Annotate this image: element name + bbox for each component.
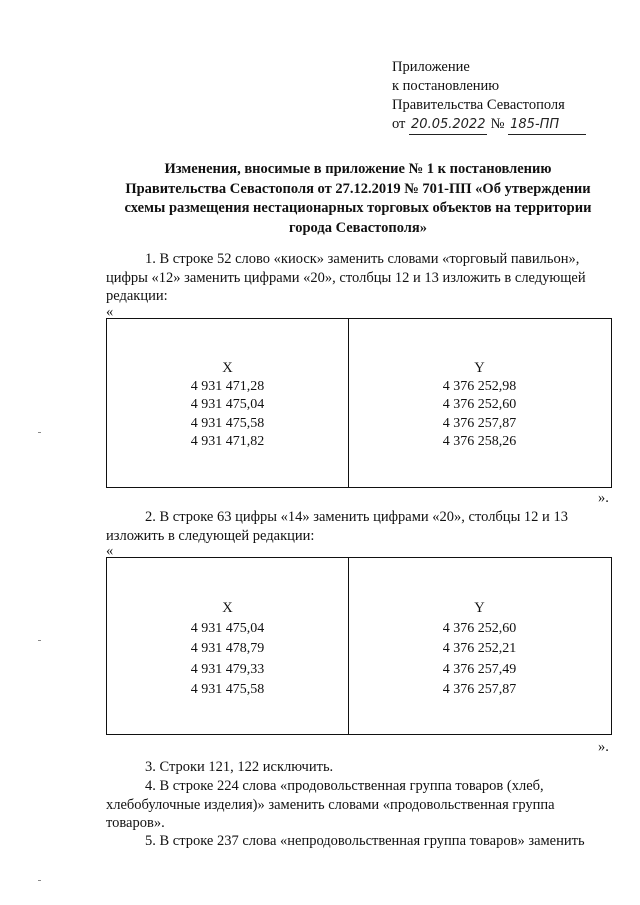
document-title — [98, 160, 618, 238]
coordinates-table-1 — [106, 318, 612, 488]
item-2-line-1: 2. В строке 63 цифры «14» заменить цифрами «20», столбцы 12 и 13 — [145, 509, 568, 525]
table-1-x-value: 4 931 475,04 — [190, 397, 265, 412]
item-1-line-3: редакции: — [106, 288, 168, 304]
title-line-2: Правительства Севастополя от 27.12.2019 № 701-ПП «Об утверждении — [125, 180, 591, 197]
table-2-open-quote: « — [106, 543, 114, 559]
table-1-x-column — [107, 319, 349, 487]
appendix-line-1: Приложение — [392, 59, 470, 75]
table-2-x-column — [107, 558, 349, 734]
appendix-line-2: к постановлению — [392, 78, 500, 94]
table-2-y-value: 4 376 252,21 — [442, 641, 517, 656]
scan-mark — [38, 640, 41, 641]
title-line-1: Изменения, вносимые в приложение № 1 к постановлению — [164, 161, 552, 177]
item-5-line-1: 5. В строке 237 слова «непродовольственная группа товаров» заменить — [145, 833, 585, 849]
item-1-line-2: цифры «12» заменить цифрами «20», столбцы 12 и 13 изложить в следующей — [106, 269, 586, 286]
table-2-x-value: 4 931 475,04 — [190, 620, 265, 636]
table-2-close-quote: ». — [598, 739, 609, 755]
table-1-y-value: 4 376 252,98 — [442, 378, 517, 394]
table-1-x-value: 4 931 475,58 — [190, 415, 265, 431]
table-1-x-value: 4 931 471,28 — [190, 378, 265, 394]
table-1-x-value: 4 931 471,82 — [190, 434, 265, 449]
table-2-x-value: 4 931 478,79 — [190, 641, 265, 656]
table-2-x-header: X — [222, 600, 233, 616]
table-1-open-quote: « — [106, 304, 114, 320]
item-4-line-2: хлебобулочные изделия)» заменить словами «продовольственная группа — [106, 796, 555, 813]
item-4-paragraph — [106, 777, 612, 833]
item-5-paragraph — [106, 832, 612, 851]
item-1-line-1: 1. В строке 52 слово «киоск» заменить словами «торговый павильон», — [145, 251, 580, 267]
table-1-close-quote: ». — [598, 490, 609, 506]
item-4-line-1: 4. В строке 224 слова «продовольственная группа товаров (хлеб, — [145, 778, 544, 794]
item-4-line-3: товаров». — [106, 815, 165, 831]
table-2-y-header: Y — [474, 600, 485, 616]
table-1-y-header: Y — [474, 360, 485, 376]
table-2-y-column — [348, 558, 611, 734]
item-3-line-1: 3. Строки 121, 122 исключить. — [145, 759, 334, 775]
table-2-y-value: 4 376 257,49 — [442, 661, 517, 677]
title-line-3: схемы размещения нестационарных торговых объектов на территории — [124, 200, 592, 216]
handwritten-date: 20.05.2022 — [409, 115, 487, 135]
number-sign: № — [490, 116, 505, 132]
table-1-y-value: 4 376 257,87 — [442, 415, 517, 431]
scan-mark — [38, 432, 41, 433]
item-3-paragraph — [106, 758, 612, 777]
appendix-header — [392, 58, 586, 135]
item-2-line-2: изложить в следующей редакции: — [106, 527, 315, 544]
item-1-paragraph — [106, 250, 612, 306]
table-1-y-column — [348, 319, 611, 487]
table-2-x-value: 4 931 475,58 — [190, 682, 265, 697]
table-1-x-header: X — [222, 360, 233, 376]
item-2-paragraph — [106, 508, 612, 545]
appendix-date-line — [392, 115, 586, 135]
table-1-y-value: 4 376 258,26 — [442, 434, 517, 449]
date-prefix: от — [392, 116, 406, 132]
appendix-line-3: Правительства Севастополя — [392, 97, 565, 113]
handwritten-number: 185-ПП — [508, 115, 586, 135]
coordinates-table-2 — [106, 557, 612, 735]
table-2-y-value: 4 376 257,87 — [442, 682, 517, 697]
table-2-x-value: 4 931 479,33 — [190, 661, 265, 677]
scan-mark — [38, 880, 41, 881]
title-line-4: города Севастополя» — [288, 219, 427, 236]
table-2-y-value: 4 376 252,60 — [442, 620, 517, 636]
table-1-y-value: 4 376 252,60 — [442, 397, 517, 412]
